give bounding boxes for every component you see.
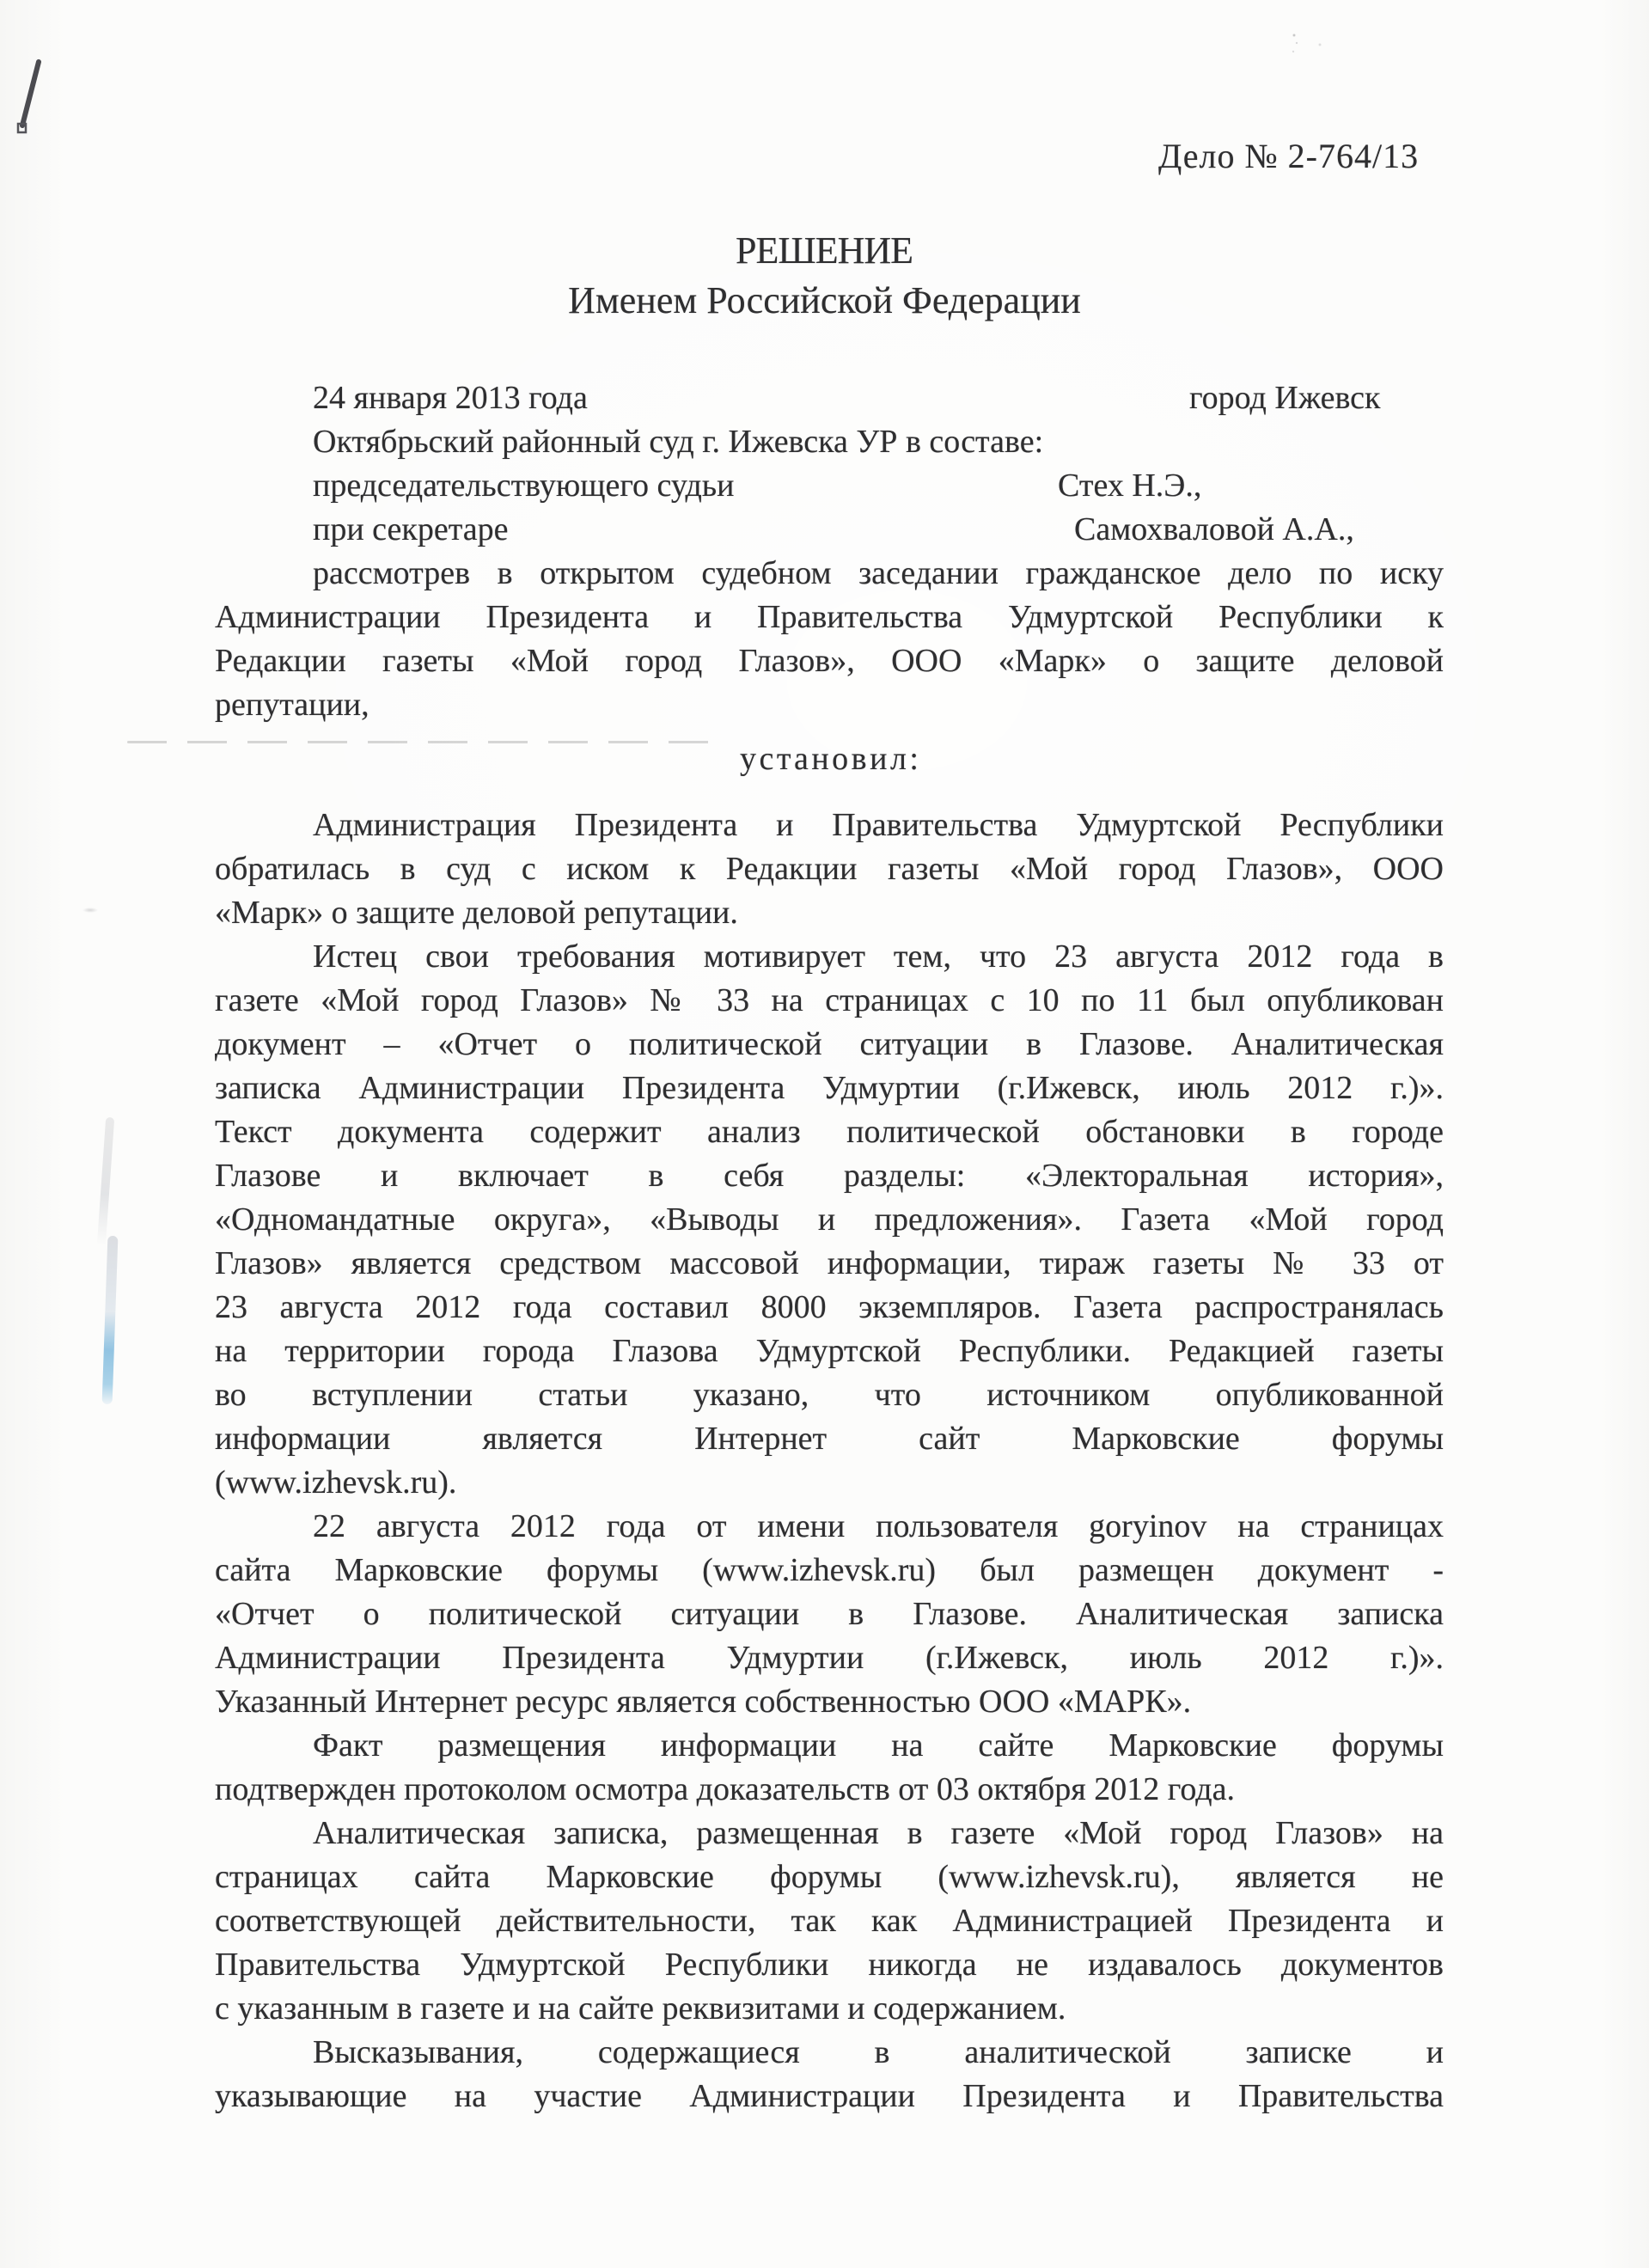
text-line: Редакции газеты «Мой город Глазов», ООО «Марк» о защите деловой [215, 643, 1444, 679]
text-line: Глазове и включает в себя разделы: «Электоральная история», [215, 1158, 1444, 1194]
text-line: с указанным в газете и на сайте реквизитами и содержанием. [215, 1990, 1066, 2027]
decision-date: 24 января 2013 года [313, 380, 588, 416]
text-line: «Одномандатные округа», «Выводы и предложения». Газета «Мой город [215, 1201, 1444, 1238]
decision-title: Р Е Ш Е Н И Е [735, 229, 914, 272]
secretary-line [215, 508, 1444, 552]
text-line: Текст документа содержит анализ политической обстановки в городе [215, 1114, 1444, 1150]
blue-ink-streak-artifact [102, 1236, 119, 1404]
findings-paragraphs [215, 804, 1444, 2118]
text-line: Правительства Удмуртской Республики никогда не издавалось документов [215, 1947, 1444, 1983]
text-line: на территории города Глазова Удмуртской Республики. Редакцией газеты [215, 1333, 1444, 1369]
pen-stroke-artifact [0, 0, 103, 172]
text-line: соответствующей действительности, так как Администрацией Президента и [215, 1903, 1444, 1939]
text-line: Администрации Президента и Правительства Удмуртской Республики к [215, 599, 1444, 635]
court-line [215, 420, 1444, 464]
text-line: газете «Мой город Глазов» № 33 на страницах с 10 по 11 был опубликован [215, 982, 1444, 1018]
text-line: Высказывания, содержащиеся в аналитической записке и [313, 2034, 1444, 2070]
document-heading [0, 226, 1649, 326]
text-line: записка Администрации Президента Удмуртии (г.Ижевск, июль 2012 г.)». [215, 1070, 1444, 1106]
considered-paragraph [215, 552, 1444, 727]
decision-subtitle: Именем Российской Федерации [568, 279, 1081, 321]
text-line: информации является Интернет сайт Марковские форумы [215, 1421, 1444, 1457]
text-line: «Отчет о политической ситуации в Глазове. Аналитическая записка [215, 1596, 1444, 1632]
court-name: Октябрьский районный суд г. Ижевска УР в составе: [313, 424, 1044, 460]
text-line: Глазов» является средством массовой информации, тираж газеты № 33 от [215, 1245, 1444, 1281]
document-body [215, 376, 1444, 2118]
scan-speckle [1316, 40, 1324, 49]
judge-line [215, 464, 1444, 508]
text-line: Указанный Интернет ресурс является собственностью ООО «МАРК». [215, 1684, 1192, 1720]
text-line: «Марк» о защите деловой репутации. [215, 895, 738, 931]
text-line: Истец свои требования мотивирует тем, что 23 августа 2012 года в [313, 938, 1444, 975]
margin-smudge-artifact [97, 1117, 114, 1246]
text-line: Администрации Президента Удмуртии (г.Ижевск, июль 2012 г.)». [215, 1640, 1444, 1676]
text-line: страницах сайта Марковские форумы (www.izhevsk.ru), является не [215, 1859, 1444, 1895]
text-line: подтвержден протоколом осмотра доказательств от 03 октября 2012 года. [215, 1771, 1235, 1807]
ustanovil-heading: у с т а н о в и л : [740, 741, 919, 777]
date-city-line [215, 376, 1444, 420]
text-line: (www.izhevsk.ru). [215, 1464, 457, 1501]
text-line: Администрация Президента и Правительства Удмуртской Республики [313, 807, 1444, 843]
text-line: документ – «Отчет о политической ситуации в Глазове. Аналитическая [215, 1026, 1444, 1062]
text-line: сайта Марковские форумы (www.izhevsk.ru) был размещен документ - [215, 1552, 1444, 1588]
text-line: Аналитическая записка, размещенная в газете «Мой город Глазов» на [313, 1815, 1444, 1851]
margin-smudge-artifact [79, 904, 101, 916]
judge-name: Стех Н.Э., [1058, 468, 1202, 504]
secretary-name: Самохваловой А.А., [1074, 511, 1354, 547]
text-line: 22 августа 2012 года от имени пользователя goryinov на страницах [313, 1508, 1444, 1544]
text-line: рассмотрев в открытом судебном заседании гражданское дело по иску [313, 555, 1444, 591]
text-line: обратилась в суд с иском к Редакции газеты «Мой город Глазов», ООО [215, 851, 1444, 887]
secretary-label: при секретаре [313, 511, 509, 547]
text-line: 23 августа 2012 года составил 8000 экземпляров. Газета распространялась [215, 1289, 1444, 1325]
city-name: город Ижевск [1189, 380, 1381, 416]
text-line: указывающие на участие Администрации Президента и Правительства [215, 2078, 1444, 2114]
text-line: во вступлении статьи указано, что источником опубликованной [215, 1377, 1444, 1413]
case-number: Дело № 2-764/13 [1158, 137, 1420, 175]
text-line: репутации, [215, 687, 369, 723]
text-line: Факт размещения информации на сайте Марковские форумы [313, 1727, 1444, 1764]
judge-label: председательствующего судьи [313, 468, 735, 504]
scan-speckle [1289, 31, 1303, 57]
